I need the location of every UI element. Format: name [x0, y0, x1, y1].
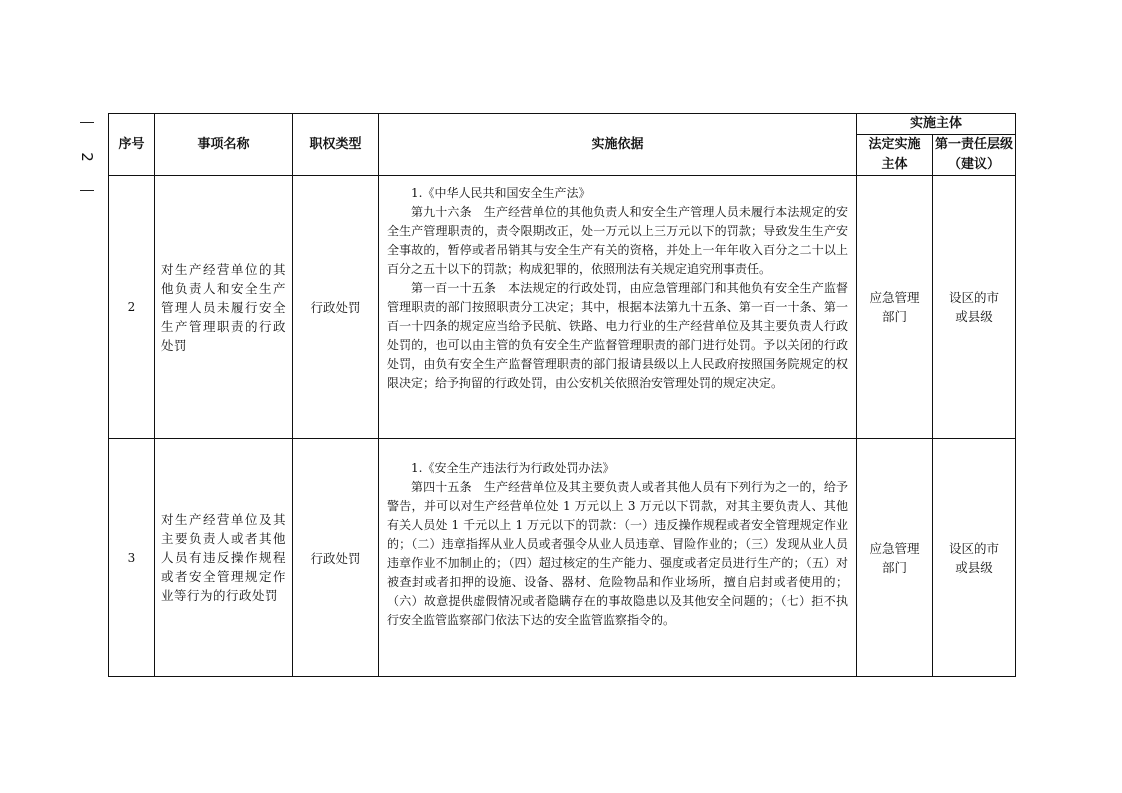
table-row	[109, 439, 1016, 677]
row-seq: 2	[109, 176, 155, 439]
row-seq: 3	[109, 439, 155, 677]
header-seq: 序号	[109, 114, 155, 176]
authority-table	[108, 113, 1016, 677]
row-type: 行政处罚	[293, 439, 379, 677]
row-basis	[379, 176, 857, 439]
page-number: 2	[78, 152, 96, 162]
header-name: 事项名称	[155, 114, 293, 176]
row-basis	[379, 439, 857, 677]
header-type: 职权类型	[293, 114, 379, 176]
row-first-level: 设区的市或县级	[933, 176, 1016, 439]
page-number-dash-bottom	[80, 190, 94, 191]
row-first-level: 设区的市或县级	[933, 439, 1016, 677]
basis-paragraph: 第四十五条 生产经营单位及其主要负责人或者其他人员有下列行为之一的，给予警告，并可以对生产经营单位处 1 万元以上 3 万元以下罚款，对其主要负责人、其他有关人员处 1 千元以上 1 万元以下的罚款：（一）违反操作规程或者安全管理规定作业的；（二）违章指挥从业人员或者强令从业人员违章、冒险作业的；（三）发现从业人员违章作业不加制止的；（四）超过核定的生产能力、强度或者定员进行生产的；（五）对被查封或者扣押的设施、设备、器材、危险物品和作业场所，擅自启封或者使用的；（六）故意提供虚假情况或者隐瞒存在的事故隐患以及其他安全问题的；（七）拒不执行安全监管监察部门依法下达的安全监管监察指令的。	[387, 480, 848, 627]
header-basis: 实施依据	[379, 114, 857, 176]
basis-paragraph: 第一百一十五条 本法规定的行政处罚，由应急管理部门和其他负有安全生产监督管理职责的部门按照职责分工决定；其中，根据本法第九十五条、第一百一十条、第一百一十四条的规定应当给予民航、铁路、电力行业的生产经营单位及其主要负责人行政处罚的，也可以由主管的负有安全生产监督管理职责的部门进行处罚。予以关闭的行政处罚，由负有安全生产监督管理职责的部门报请县级以上人民政府按照国务院规定的权限决定；给予拘留的行政处罚，由公安机关依照治安管理处罚的规定决定。	[387, 281, 848, 390]
row-legal-subject: 应急管理部门	[857, 439, 933, 677]
header-subject-group: 实施主体	[857, 114, 1016, 135]
basis-paragraph: 1.《安全生产违法行为行政处罚办法》	[411, 461, 615, 475]
page-number-dash-top	[80, 122, 94, 123]
basis-paragraph: 第九十六条 生产经营单位的其他负责人和安全生产管理人员未履行本法规定的安全生产管理职责的，责令限期改正，处一万元以上三万元以下的罚款；导致发生生产安全事故的，暂停或者吊销其与安全生产有关的资格，并处上一年年收入百分之二十以上百分之五十以下的罚款；构成犯罪的，依照刑法有关规定追究刑事责任。	[387, 205, 848, 276]
table-row	[109, 176, 1016, 439]
row-legal-subject: 应急管理部门	[857, 176, 933, 439]
header-first-level: 第一责任层级（建议）	[933, 135, 1016, 176]
page-number-side	[72, 118, 102, 198]
row-name: 对生产经营单位的其他负责人和安全生产管理人员未履行安全生产管理职责的行政处罚	[155, 176, 293, 439]
row-name: 对生产经营单位及其主要负责人或者其他人员有违反操作规程或者安全管理规定作业等行为的行政处罚	[155, 439, 293, 677]
basis-paragraph: 1.《中华人民共和国安全生产法》	[411, 186, 591, 200]
header-legal-subject: 法定实施主体	[857, 135, 933, 176]
row-type: 行政处罚	[293, 176, 379, 439]
